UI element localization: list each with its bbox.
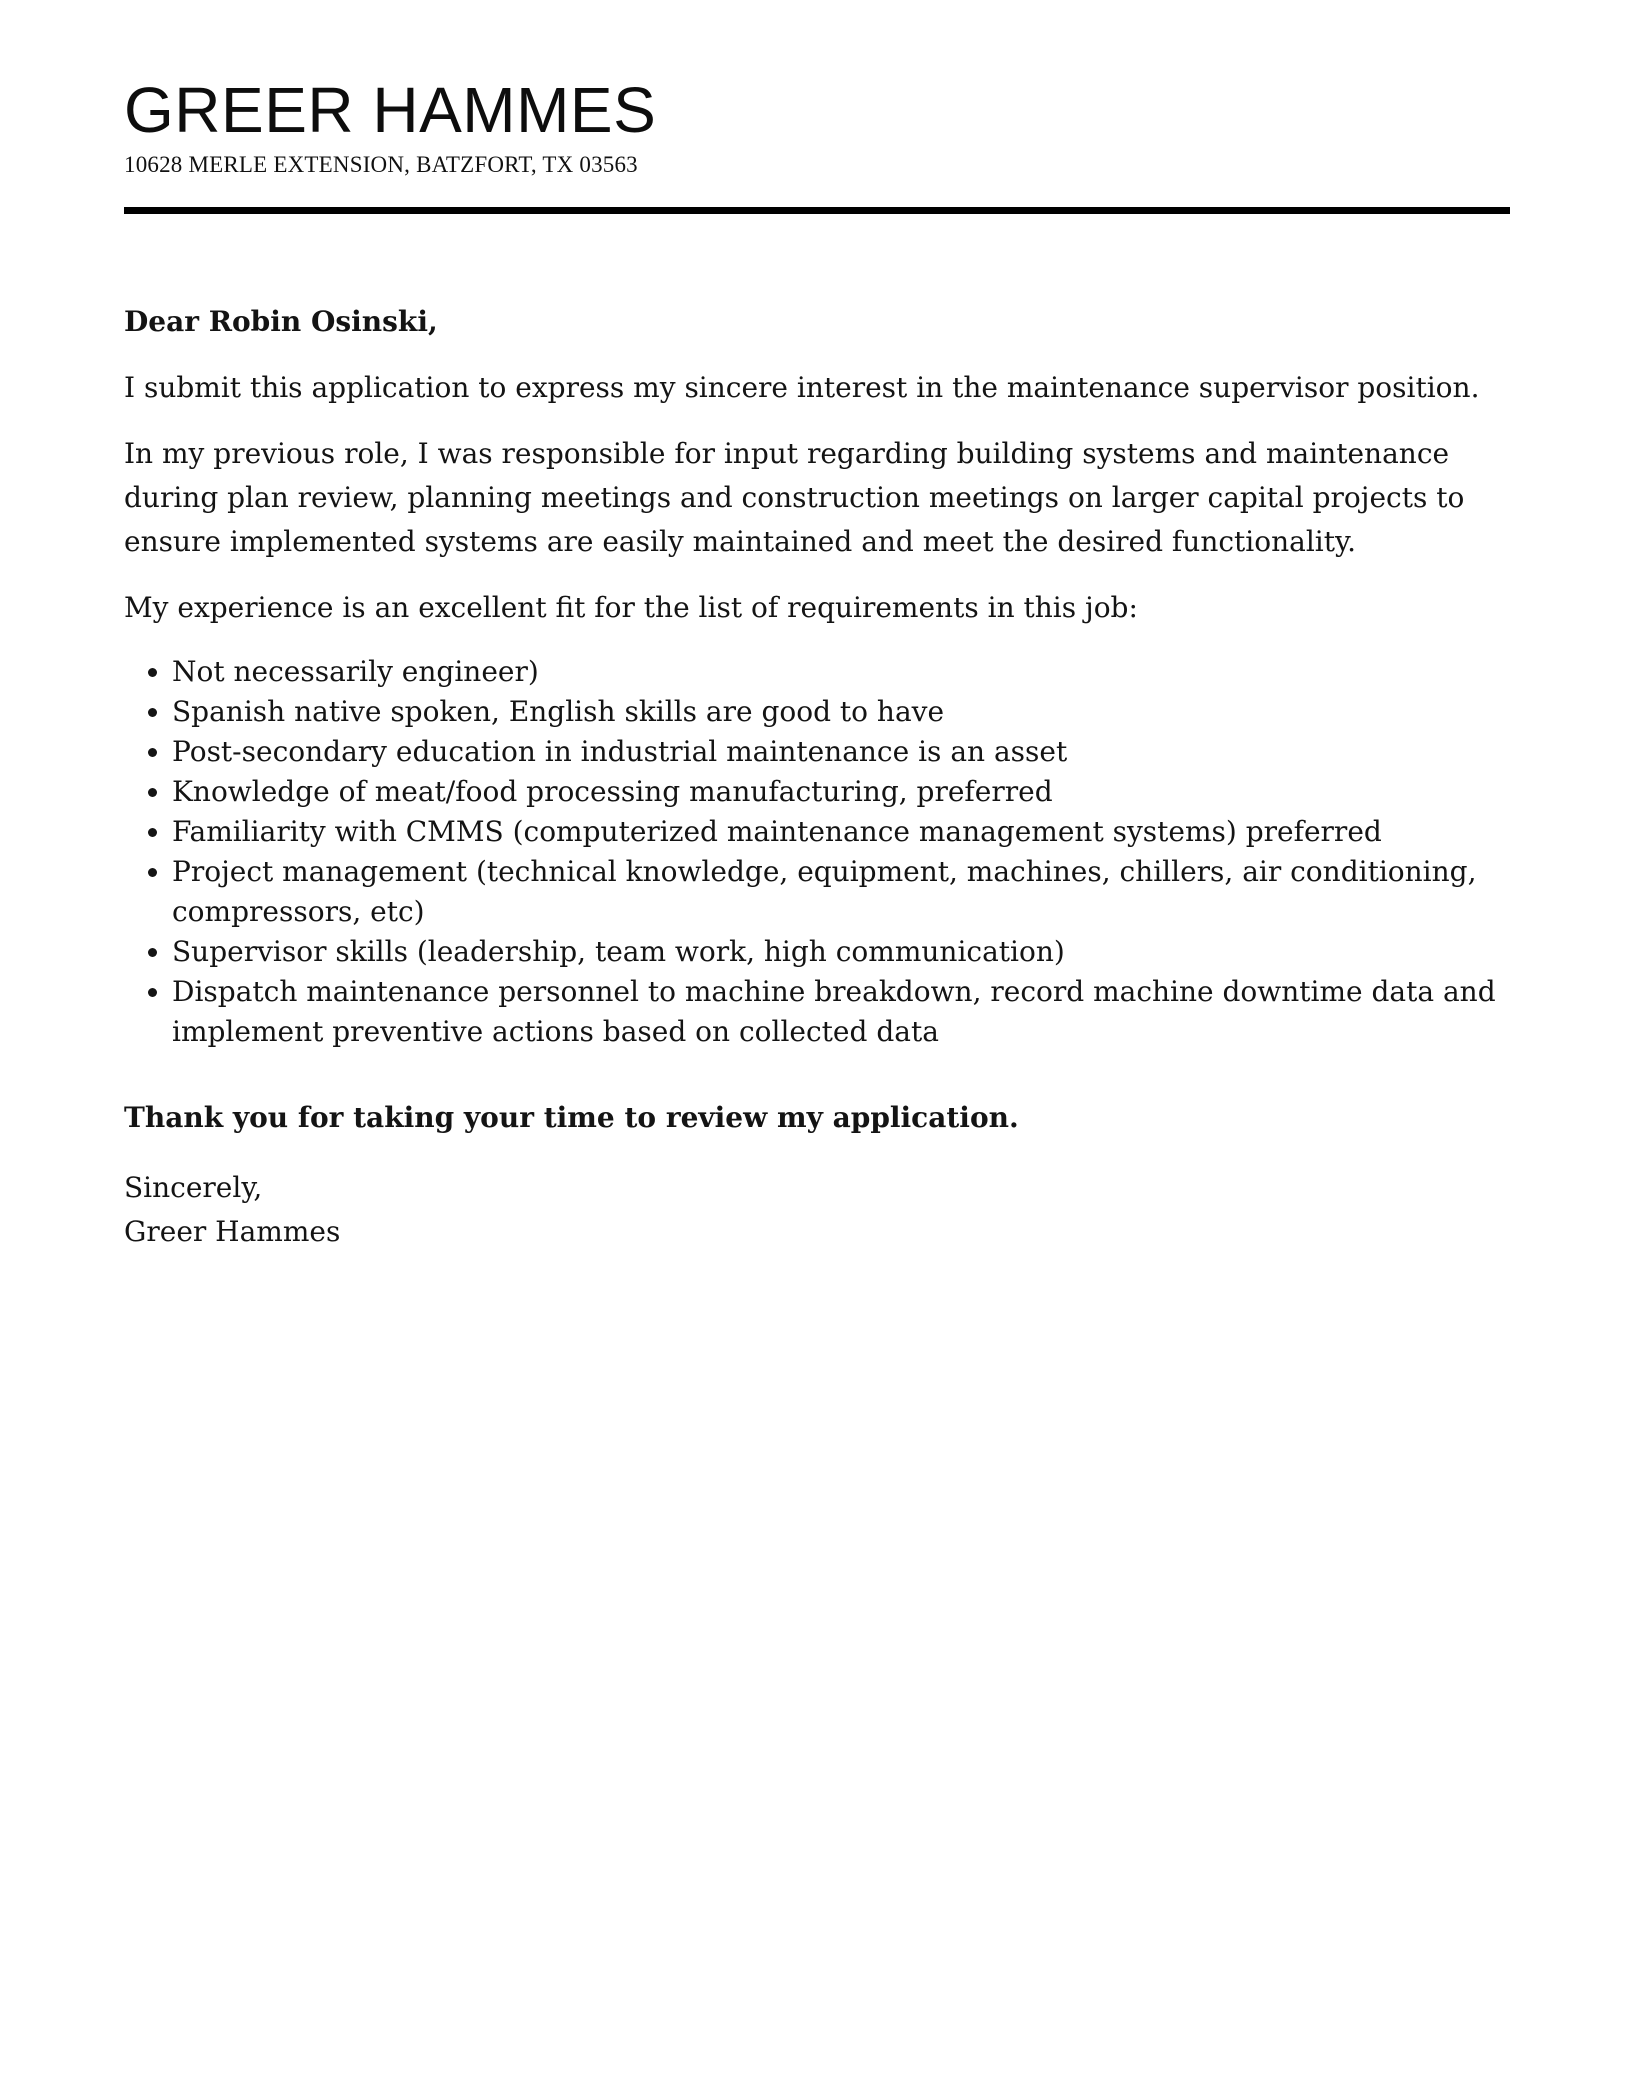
list-item: • Supervisor skills (leadership, team work, high communication) — [172, 932, 1510, 972]
applicant-address: 10628 MERLE EXTENSION, BATZFORT, TX 03563 — [124, 152, 638, 177]
list-item: • Post-secondary education in industrial maintenance is an asset — [172, 732, 1510, 772]
closing-line: Thank you for taking your time to review my application. — [124, 1101, 1019, 1134]
list-item: • Knowledge of meat/food processing manufacturing, preferred — [172, 772, 1510, 812]
list-item: • Project management (technical knowledge, equipment, machines, chillers, air conditioning, compressors, etc) — [172, 852, 1510, 932]
signature-name: Greer Hammes — [124, 1215, 341, 1248]
list-item: • Familiarity with CMMS (computerized maintenance management systems) preferred — [172, 812, 1510, 852]
experience-paragraph: In my previous role, I was responsible for input regarding building systems and maintenance during plan review, planning meetings and construction meetings on larger capital projects to ensure implemented systems are easily maintained and meet the desired functionality. — [124, 437, 1465, 558]
list-item: • Spanish native spoken, English skills are good to have — [172, 692, 1510, 732]
list-item: • Dispatch maintenance personnel to machine breakdown, record machine downtime data and implement preventive actions based on collected data — [172, 972, 1510, 1052]
header-divider — [124, 207, 1510, 214]
fit-intro-paragraph: My experience is an excellent fit for the list of requirements in this job: — [124, 591, 1138, 624]
list-item: • Not necessarily engineer) — [172, 652, 1510, 692]
requirements-list — [124, 652, 1510, 1052]
greeting: Dear Robin Osinski, — [124, 305, 438, 338]
applicant-name: GREER HAMMES — [124, 74, 657, 146]
intro-paragraph: I submit this application to express my sincere interest in the maintenance supervisor position. — [124, 371, 1480, 404]
letter-body — [124, 300, 1510, 1254]
signoff: Sincerely, — [124, 1171, 263, 1204]
